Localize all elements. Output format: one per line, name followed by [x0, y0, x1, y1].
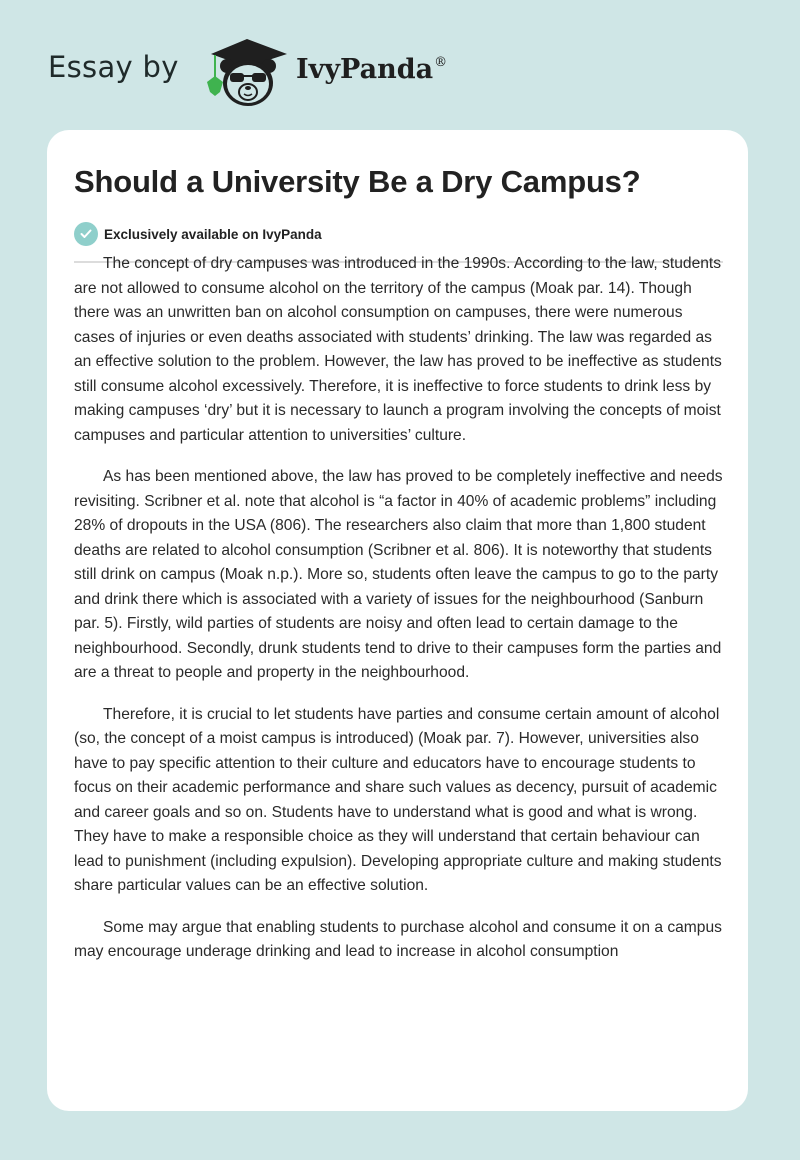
paragraph: The concept of dry campuses was introduced in the 1990s. According to the law, students are not allowed to consume alcohol on the territory of the campus (Moak par. 14). Though there was an unwritten ban on alcohol consumption on campuses, there were numerous cases of injuries or even deaths associated with students’ drinking. The law was regarded as an effective solution to the problem. However, the law has proved to be ineffective as students still consume alcohol excessively. Therefore, it is ineffective to force students to drink less by making campuses ‘dry’ but it is necessary to launch a program involving the concepts of moist campuses and particular attention to universities’ culture.: [74, 255, 722, 444]
brand-name[interactable]: [296, 54, 447, 85]
essay-by-label: Essay by: [48, 50, 179, 84]
brand-text: IvyPanda: [296, 54, 434, 85]
exclusive-badge-text: Exclusively available on IvyPanda: [104, 226, 322, 242]
paragraph: Therefore, it is crucial to let students have parties and consume certain amount of alcohol (so, the concept of a moist campus is introduced) (Moak par. 7). However, universities also have to pay specific attention to their culture and educators have to encourage students to focus on their academic performance and share such values as decency, pursuit of academic and career goals and so on. Students have to understand what is good and what is wrong. They have to make a responsible choice as they will understand that certain behaviour can lead to punishment (including expulsion). Developing appropriate culture and making students share particular values can be an effective solution.: [74, 705, 722, 894]
essay-body: [74, 252, 726, 982]
check-circle-icon: [74, 222, 98, 246]
paragraph: As has been mentioned above, the law has proved to be completely ineffective and needs revisiting. Scribner et al. note that alcohol is “a factor in 40% of academic problems” including 28% of dropouts in the USA (806). The researchers also claim that more than 1,800 student deaths are related to alcohol consumption (Scribner et al. 806). It is noteworthy that students still drink on campus (Moak n.p.). More so, students often leave the campus to go to the party and drink there which is associated with a variety of issues for the neighbourhood (Sanburn par. 5). Firstly, wild parties of students are noisy and often lead to certain damage to the neighbourhood. Secondly, drunk students tend to drive to their campuses form the parties and are a threat to people and property in the neighbourhood.: [74, 468, 723, 681]
exclusive-badge: [74, 222, 322, 246]
essay-card: [47, 130, 748, 1111]
registered-mark: ®: [434, 55, 448, 70]
page-title: Should a University Be a Dry Campus?: [74, 164, 641, 199]
paragraph: Some may argue that enabling students to purchase alcohol and consume it on a campus may encourage underage drinking and lead to increase in alcohol consumption: [74, 918, 722, 960]
site-header: [0, 0, 800, 130]
panda-graduation-cap-icon[interactable]: [201, 36, 293, 108]
